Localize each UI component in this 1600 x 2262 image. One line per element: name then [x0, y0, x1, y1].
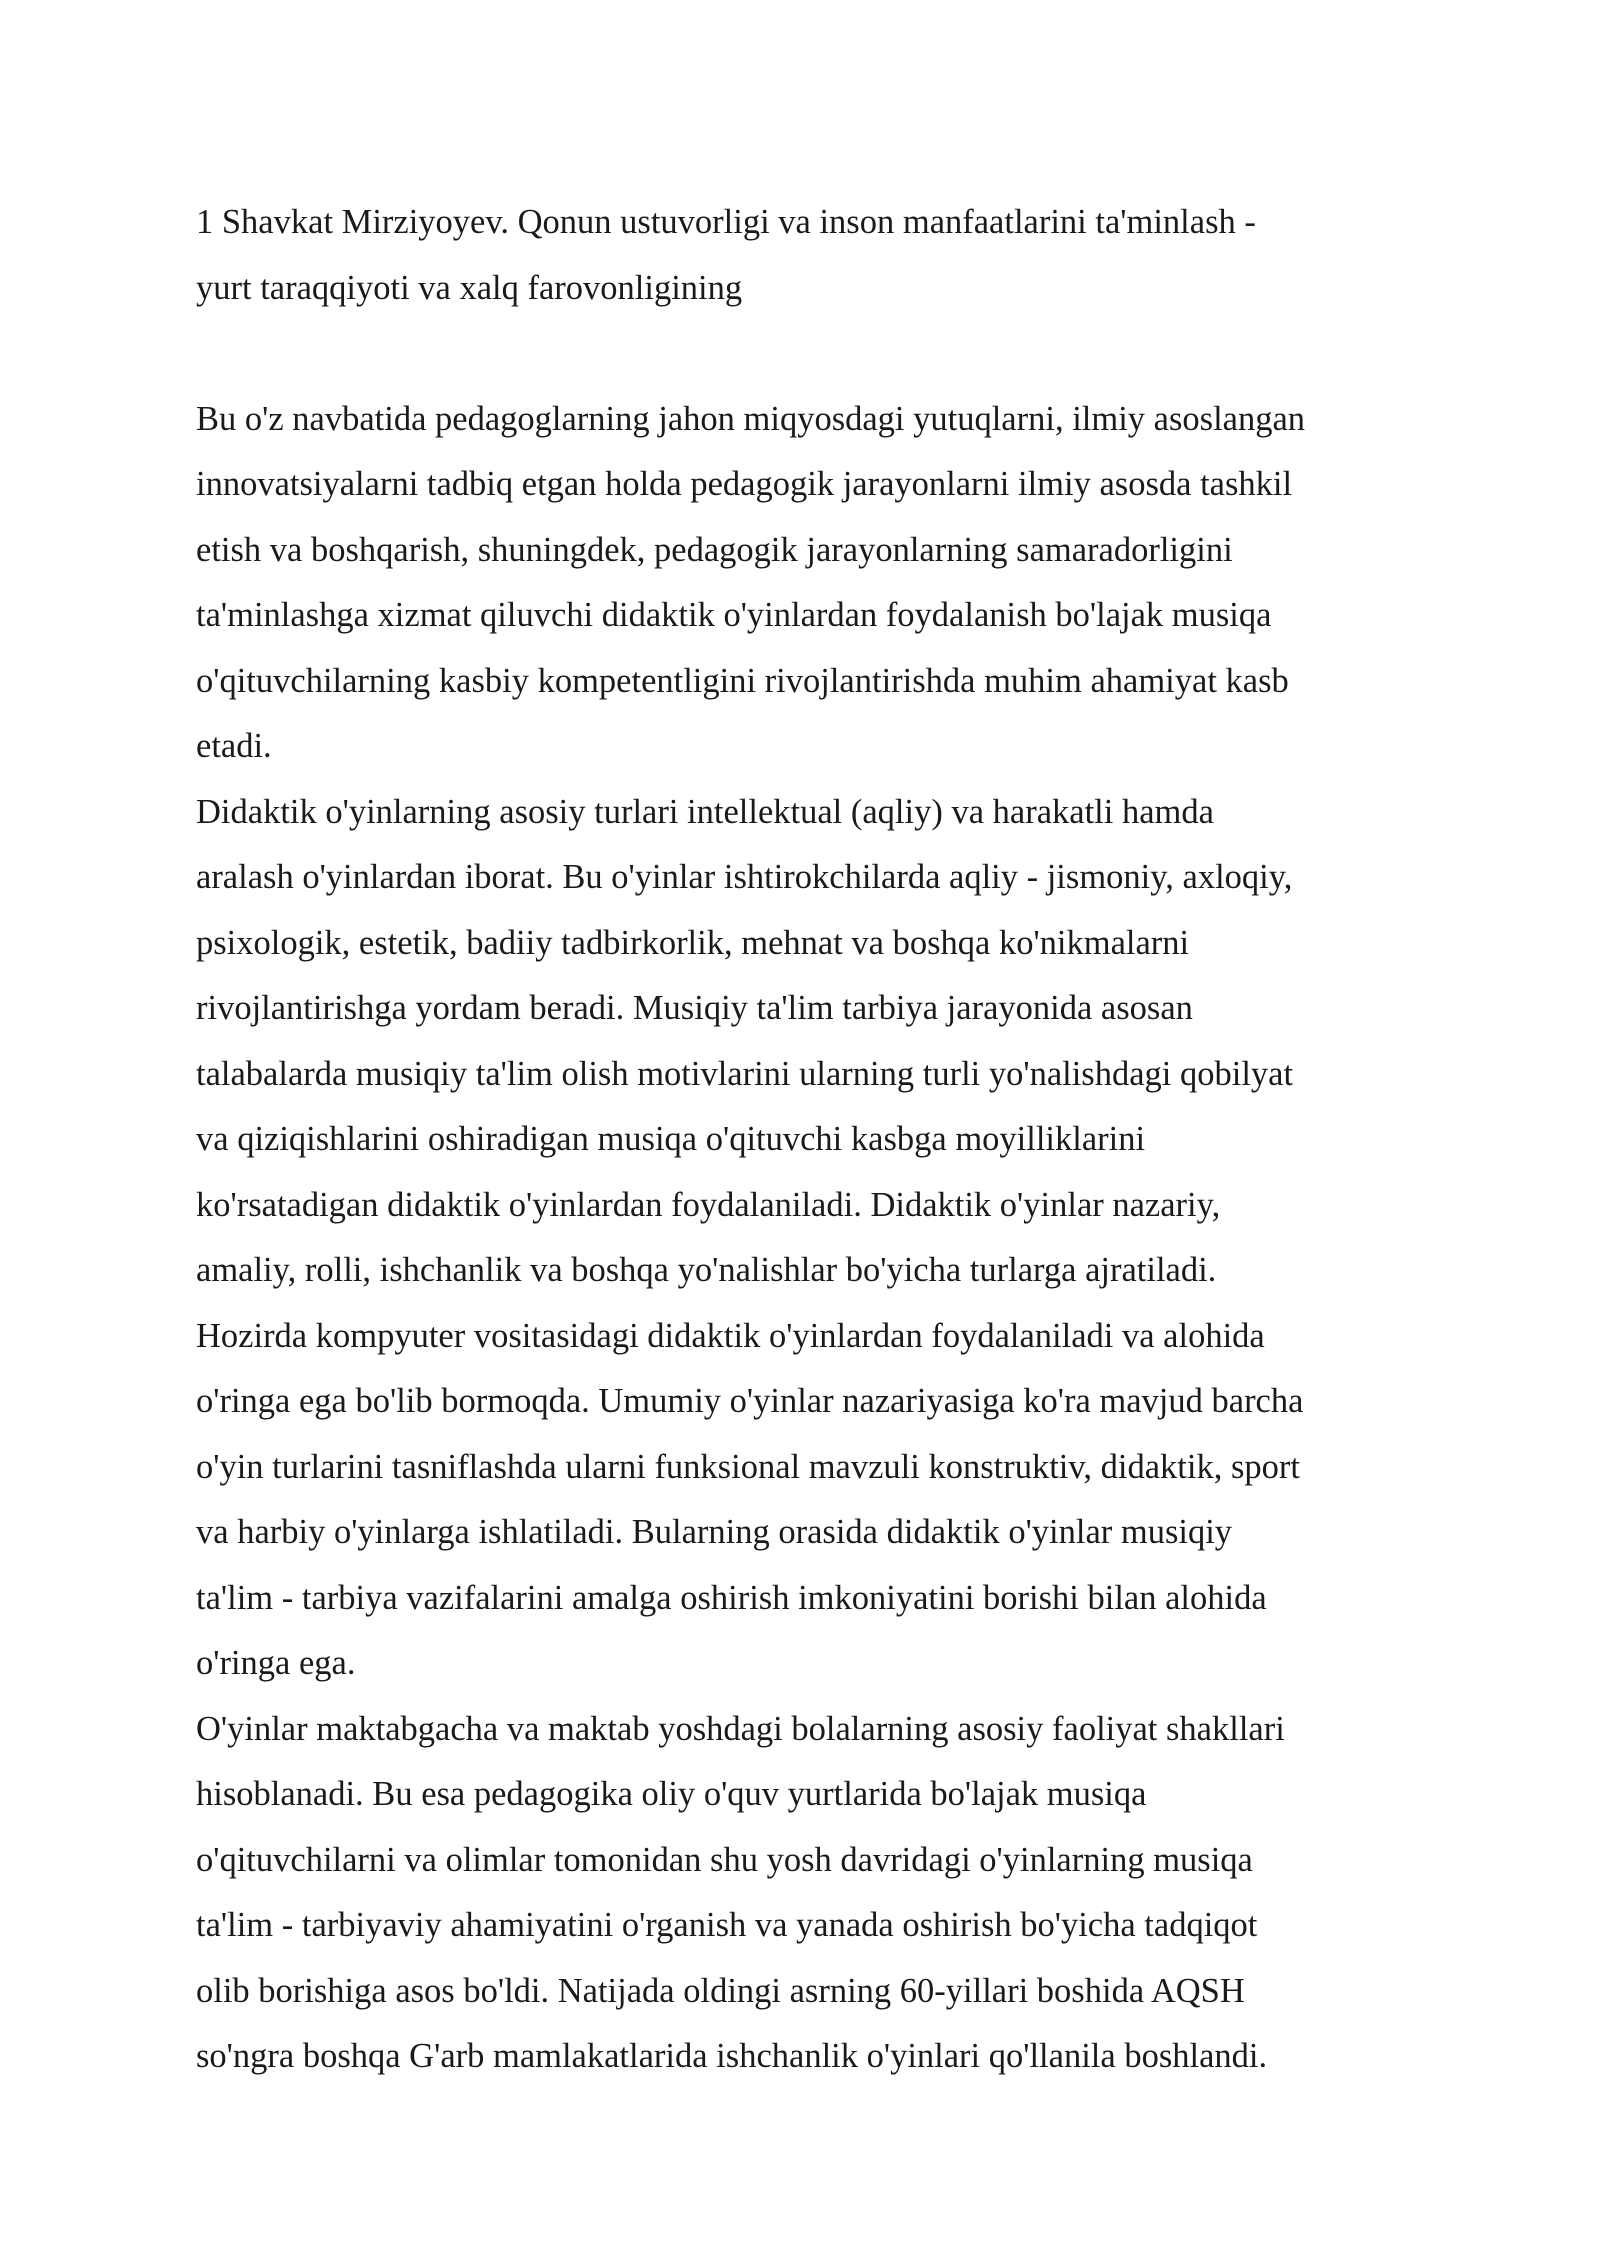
blank-line	[196, 321, 1436, 387]
footnote: 1 Shavkat Mirziyoyev. Qonun ustuvorligi va inson manfaatlarini ta'minlash - yurt taraqqiyoti va xalq farovonligining	[196, 203, 1256, 307]
paragraph-2: Didaktik o'yinlarning asosiy turlari intellektual (aqliy) va harakatli hamda aralash o'yinlardan iborat. Bu o'yinlar ishtirokchilarda aqliy - jismoniy, axloqiy, psixologik, estetik, badiiy tadbirkorlik, mehnat va boshqa ko'nikmalarni rivojlantirishga yordam beradi. Musiqiy ta'lim tarbiya jarayonida asosan talabalarda musiqiy ta'lim olish motivlarini ularning turli yo'nalishdagi qobilyat va qiziqishlarini oshiradigan musiqa o'qituvchi kasbga moyilliklarini ko'rsatadigan didaktik o'yinlardan foydalaniladi. Didaktik o'yinlar nazariy, amaliy, rolli, ishchanlik va boshqa yo'nalishlar bo'yicha turlarga ajratiladi. Hozirda kompyuter vositasidagi didaktik o'yinlardan foydalaniladi va alohida o'ringa ega bo'lib bormoqda. Umumiy o'yinlar nazariyasiga ko'ra mavjud barcha o'yin turlarini tasniflashda ularni funksional mavzuli konstruktiv, didaktik, sport va harbiy o'yinlarga ishlatiladi. Bularning orasida didaktik o'yinlar musiqiy ta'lim - tarbiya vazifalarini amalga oshirish imkoniyatini borishi bilan alohida o'ringa ega.	[196, 792, 1304, 1682]
paragraph-1: Bu o'z navbatida pedagoglarning jahon miqyosdagi yutuqlarni, ilmiy asoslangan innovatsiyalarni tadbiq etgan holda pedagogik jarayonlarni ilmiy asosda tashkil etish va boshqarish, shuningdek, pedagogik jarayonlarning samaradorligini ta'minlashga xizmat qiluvchi didaktik o'yinlardan foydalanish bo'lajak musiqa o'qituvchilarning kasbiy kompetentligini rivojlantirishda muhim ahamiyat kasb etadi.	[196, 399, 1306, 765]
paragraph-3: O'yinlar maktabgacha va maktab yoshdagi bolalarning asosiy faoliyat shakllari hisoblanadi. Bu esa pedagogika oliy o'quv yurtlarida bo'lajak musiqa o'qituvchilarni va olimlar tomonidan shu yosh davridagi o'yinlarning musiqa ta'lim - tarbiyaviy ahamiyatini o'rganish va yanada oshirish bo'yicha tadqiqot olib borishiga asos bo'ldi. Natijada oldingi asrning 60-yillari boshida AQSH so'ngra boshqa G'arb mamlakatlarida ishchanlik o'yinlari qo'llanila boshlandi.	[196, 1709, 1285, 2075]
document-body	[196, 190, 1436, 2090]
